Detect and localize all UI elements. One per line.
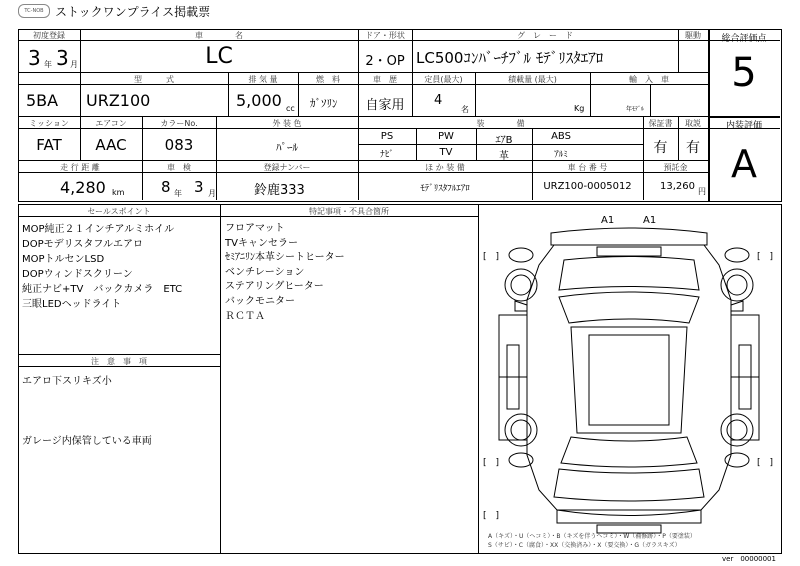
inspection-month: 3 bbox=[194, 178, 204, 196]
special-note-item: ＲＣＴＡ bbox=[225, 310, 265, 322]
load-label: 積載量 (最大) bbox=[508, 75, 557, 84]
fuel: ｶﾞｿﾘﾝ bbox=[310, 97, 338, 110]
interior-rating-label: 内装評価 bbox=[725, 121, 762, 131]
equipment-pw: PW bbox=[438, 131, 454, 142]
deposit-unit: 円 bbox=[698, 187, 706, 196]
other-equipment-label: ほ か 装 備 bbox=[425, 163, 465, 172]
caution-item: エアロ下スリキズ小 bbox=[22, 376, 112, 387]
bracket-mark: [ ] bbox=[483, 458, 500, 468]
page-title: ストックワンプライス掲載票 bbox=[55, 5, 211, 19]
displacement-label: 排 気 量 bbox=[248, 75, 278, 84]
model-prefix: 5BA bbox=[26, 91, 59, 110]
caution-item bbox=[22, 389, 152, 404]
bracket-mark: [ ] bbox=[483, 252, 500, 262]
plate: 鈴鹿333 bbox=[254, 183, 305, 198]
overall-rating: 5 bbox=[731, 50, 757, 96]
caution-item bbox=[22, 419, 152, 434]
mileage: 4,280 bbox=[60, 178, 106, 197]
chassis-label: 車 台 番 号 bbox=[567, 163, 608, 172]
capacity: 4 bbox=[434, 93, 443, 108]
special-note-item: ステアリングヒーター bbox=[225, 281, 324, 293]
aircon: AAC bbox=[95, 136, 127, 154]
sales-point-item: 純正ナビ+TV バックカメラ ETC bbox=[22, 284, 183, 295]
door-type-label: ドア・形状 bbox=[365, 31, 405, 40]
car-name: LC bbox=[205, 44, 233, 69]
equipment-ps: PS bbox=[380, 131, 394, 142]
equipment-navi: ﾅﾋﾞ bbox=[380, 150, 394, 160]
color-no-label: カラーNo. bbox=[160, 119, 198, 128]
mission: FAT bbox=[36, 136, 62, 154]
inspection-month-unit: 月 bbox=[208, 189, 216, 198]
exterior-color-label: 外 装 色 bbox=[272, 119, 302, 128]
equipment-airbag: ｴｱB bbox=[495, 135, 513, 146]
sales-point-item: 三眼LEDヘッドライト bbox=[22, 299, 122, 310]
first-reg-label: 初度登録 bbox=[33, 31, 65, 40]
caution-item: ガレージ内保管している車両 bbox=[22, 436, 152, 447]
deposit: 13,260 bbox=[660, 181, 695, 192]
warranty: 有 bbox=[653, 140, 668, 156]
displacement-unit: cc bbox=[286, 104, 295, 113]
inspection-year: 8 bbox=[161, 178, 171, 196]
equipment-tv: TV bbox=[439, 147, 453, 158]
car-damage-diagram bbox=[479, 205, 779, 552]
deposit-label: 預託金 bbox=[663, 163, 688, 172]
capacity-unit: 名 bbox=[461, 105, 469, 114]
special-notes-list bbox=[225, 222, 345, 324]
bracket-mark: [ ] bbox=[483, 511, 500, 521]
first-reg-year-unit: 年 bbox=[44, 60, 52, 69]
sales-point-item: MOPトルセンLSD bbox=[22, 254, 105, 265]
color-no: 083 bbox=[164, 136, 194, 154]
cautions-list bbox=[22, 374, 152, 449]
equipment-leather: 革 bbox=[499, 151, 509, 162]
diagram-legend-2: S（サビ）・C（腐食）・XX（交換済み）・X（要交換）・G（ガラスキズ） bbox=[488, 542, 681, 549]
first-reg-month: 3 bbox=[56, 46, 69, 70]
fuel-label: 燃 料 bbox=[316, 75, 340, 84]
car-name-label: 車 名 bbox=[195, 31, 243, 40]
manual: 有 bbox=[686, 140, 700, 156]
equipment-alloy: ｱﾙﾐ bbox=[554, 150, 568, 160]
sales-point-item: DOPモデリスタフルエアロ bbox=[22, 239, 144, 250]
model-label: 型 式 bbox=[134, 75, 174, 84]
warranty-label: 保証書 bbox=[648, 119, 673, 128]
sales-point-item: MOP純正２１インチアルミホイル bbox=[22, 224, 175, 235]
first-reg-year: 3 bbox=[28, 46, 41, 70]
special-note-item: ベンチレーション bbox=[225, 266, 305, 278]
drive-label: 駆動 bbox=[685, 31, 701, 40]
other-equipment: ﾓﾃﾞﾘｽﾀﾌﾙｴｱﾛ bbox=[420, 184, 470, 194]
capacity-label: 定員(最大) bbox=[424, 75, 463, 84]
import-model-year: 年ﾓﾃﾞﾙ bbox=[626, 106, 645, 113]
manual-label: 取説 bbox=[685, 119, 701, 128]
model: URZ100 bbox=[86, 91, 151, 110]
diagram-legend-1: A（キズ）・U（ヘコミ）・B（キズを伴うヘコミ）・W（補修跡）・P（要塗装） bbox=[488, 533, 696, 540]
version-label: ver 00000001 bbox=[722, 555, 776, 563]
import-label: 輸 入 車 bbox=[629, 75, 669, 84]
grade: LC500ｺﾝﾊﾞｰﾁﾌﾞﾙ ﾓﾃﾞﾘｽﾀｴｱﾛ bbox=[416, 49, 604, 67]
load-unit: Kg bbox=[574, 104, 585, 113]
special-note-item: TVキャンセラー bbox=[225, 237, 298, 249]
special-note-item: バックモニター bbox=[225, 295, 295, 307]
mileage-label: 走 行 距 離 bbox=[60, 163, 100, 172]
caution-item bbox=[22, 404, 152, 419]
logo: TC-NOB bbox=[18, 4, 50, 18]
inspection-label: 車 検 bbox=[167, 163, 191, 172]
displacement: 5,000 bbox=[236, 91, 282, 110]
interior-rating: A bbox=[731, 142, 757, 186]
overall-rating-label: 総合評価点 bbox=[721, 34, 767, 44]
cautions-label: 注 意 事 項 bbox=[91, 357, 147, 366]
inspection-year-unit: 年 bbox=[174, 189, 182, 198]
bracket-mark: [ ] bbox=[757, 252, 774, 262]
damage-mark: A1 bbox=[643, 215, 657, 226]
door-type: 2・OP bbox=[365, 54, 405, 69]
first-reg-month-unit: 月 bbox=[70, 60, 78, 69]
exterior-color: ﾊﾟｰﾙ bbox=[276, 141, 298, 154]
mileage-unit: km bbox=[112, 188, 125, 197]
special-note-item: フロアマット bbox=[225, 223, 285, 234]
mission-label: ミッション bbox=[29, 119, 69, 128]
plate-label: 登録ナンバー bbox=[263, 163, 311, 172]
sales-point-item: DOPウィンドスクリーン bbox=[22, 269, 133, 280]
special-note-item: ｾﾐｱﾆﾘﾝ本革シートヒーター bbox=[225, 252, 345, 264]
aircon-label: エアコン bbox=[95, 119, 127, 128]
equipment-abs: ABS bbox=[551, 131, 571, 142]
equipment-label: 装 備 bbox=[476, 119, 525, 128]
history: 自家用 bbox=[365, 98, 405, 113]
sales-points-label: セールスポイント bbox=[87, 207, 151, 216]
bracket-mark: [ ] bbox=[757, 458, 774, 468]
sales-points-list bbox=[22, 222, 182, 312]
special-notes-label: 特記事項・不具合箇所 bbox=[309, 207, 389, 216]
chassis: URZ100-0005012 bbox=[543, 181, 632, 192]
history-label: 車 歴 bbox=[373, 75, 397, 84]
grade-label: グ レ ー ド bbox=[517, 31, 573, 40]
damage-mark: A1 bbox=[601, 215, 615, 226]
